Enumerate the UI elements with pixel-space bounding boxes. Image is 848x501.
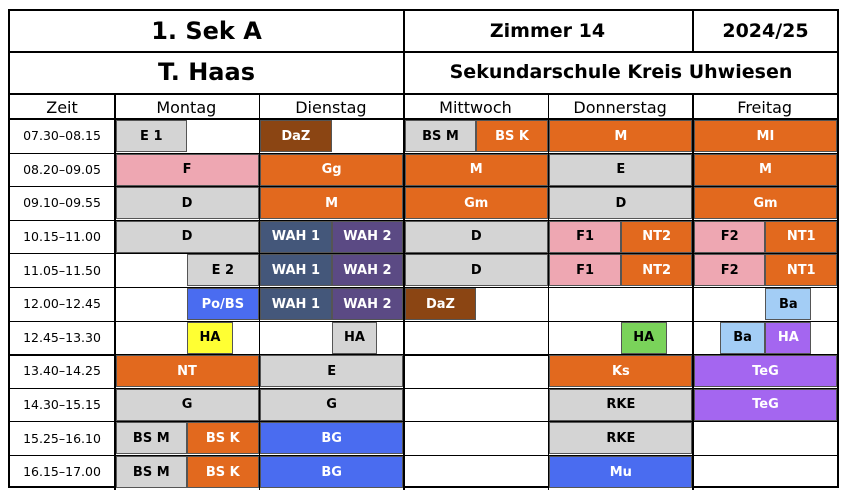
school-name: Sekundarschule Kreis Uhwiesen — [449, 61, 793, 83]
lesson-block[interactable]: BS K — [187, 456, 259, 488]
lesson-block[interactable]: E 1 — [116, 120, 188, 152]
lesson-block[interactable]: Po/BS — [187, 288, 259, 320]
lesson-block[interactable]: WAH 1 — [260, 221, 332, 253]
lesson-block[interactable]: TeG — [694, 389, 837, 421]
lesson-block[interactable]: MI — [694, 120, 837, 152]
day-header: Donnerstag — [573, 97, 667, 117]
lesson-block[interactable]: Ba — [765, 288, 811, 320]
grid-line — [10, 51, 837, 53]
lesson-block[interactable]: NT2 — [621, 254, 693, 286]
lesson-block[interactable]: E — [260, 355, 403, 387]
lesson-block[interactable]: G — [116, 389, 259, 421]
lesson-block[interactable]: BG — [260, 422, 403, 454]
lesson-block[interactable]: NT — [116, 355, 259, 387]
lesson-block[interactable]: M — [260, 187, 403, 219]
lesson-block[interactable]: Mu — [549, 456, 692, 488]
lesson-block[interactable]: BS K — [187, 422, 259, 454]
day-header: Mittwoch — [439, 97, 512, 117]
lesson-block[interactable]: BG — [260, 456, 403, 488]
lesson-block[interactable]: G — [260, 389, 403, 421]
lesson-block[interactable]: WAH 2 — [332, 288, 404, 320]
lesson-block[interactable]: D — [116, 187, 259, 219]
lesson-block[interactable]: HA — [621, 322, 667, 354]
lesson-block[interactable]: F1 — [549, 221, 621, 253]
lesson-block[interactable]: M — [405, 154, 548, 186]
lesson-block[interactable]: F1 — [549, 254, 621, 286]
time-slot: 12.00–12.45 — [23, 296, 101, 312]
time-slot: 09.10–09.55 — [23, 195, 101, 211]
day-header: Freitag — [737, 97, 793, 117]
lesson-block[interactable]: M — [549, 120, 692, 152]
lesson-block[interactable]: BS M — [405, 120, 477, 152]
lesson-block[interactable]: F2 — [694, 221, 766, 253]
lesson-block[interactable]: Gg — [260, 154, 403, 186]
lesson-block[interactable]: D — [549, 187, 692, 219]
class-name: 1. Sek A — [151, 17, 262, 45]
lesson-block[interactable]: F2 — [694, 254, 766, 286]
lesson-block[interactable]: D — [116, 221, 259, 253]
time-slot: 11.05–11.50 — [23, 262, 101, 278]
lesson-block[interactable]: WAH 2 — [332, 254, 404, 286]
lesson-block[interactable]: HA — [332, 322, 378, 354]
time-slot: 07.30–08.15 — [23, 128, 101, 144]
lesson-block[interactable]: Ks — [549, 355, 692, 387]
time-slot: 12.45–13.30 — [23, 329, 101, 345]
lesson-block[interactable]: WAH 1 — [260, 254, 332, 286]
grid-line — [692, 11, 694, 51]
lesson-block[interactable]: DaZ — [260, 120, 332, 152]
time-slot: 13.40–14.25 — [23, 363, 101, 379]
lesson-block[interactable]: HA — [765, 322, 811, 354]
lesson-block[interactable]: BS M — [116, 456, 188, 488]
lesson-block[interactable]: WAH 1 — [260, 288, 332, 320]
time-slot: 10.15–11.00 — [23, 229, 101, 245]
lesson-block[interactable]: DaZ — [405, 288, 477, 320]
lesson-block[interactable]: M — [694, 154, 837, 186]
time-slot: 15.25–16.10 — [23, 430, 101, 446]
day-header: Dienstag — [295, 97, 367, 117]
lesson-block[interactable]: BS K — [476, 120, 548, 152]
school-year: 2024/25 — [722, 20, 809, 42]
lesson-block[interactable]: WAH 2 — [332, 221, 404, 253]
lesson-block[interactable]: BS M — [116, 422, 188, 454]
lesson-block[interactable]: NT2 — [621, 221, 693, 253]
room-label: Zimmer 14 — [489, 20, 606, 42]
day-header: Zeit — [46, 97, 78, 117]
lesson-block[interactable]: RKE — [549, 422, 692, 454]
lesson-block[interactable]: D — [405, 221, 548, 253]
timetable — [8, 9, 839, 488]
lesson-block[interactable]: Gm — [694, 187, 837, 219]
lesson-block[interactable]: Gm — [405, 187, 548, 219]
lesson-block[interactable]: E 2 — [187, 254, 259, 286]
lesson-block[interactable]: RKE — [549, 389, 692, 421]
time-slot: 08.20–09.05 — [23, 161, 101, 177]
lesson-block[interactable]: F — [116, 154, 259, 186]
time-slot: 16.15–17.00 — [23, 464, 101, 480]
grid-line — [10, 321, 837, 322]
lesson-block[interactable]: E — [549, 154, 692, 186]
lesson-block[interactable]: Ba — [720, 322, 766, 354]
day-header: Montag — [156, 97, 217, 117]
lesson-block[interactable]: HA — [187, 322, 233, 354]
lesson-block[interactable]: NT1 — [765, 221, 837, 253]
teacher-name: T. Haas — [158, 58, 255, 86]
lesson-block[interactable]: NT1 — [765, 254, 837, 286]
lesson-block[interactable]: TeG — [694, 355, 837, 387]
lesson-block[interactable]: D — [405, 254, 548, 286]
grid-line — [403, 11, 405, 95]
time-slot: 14.30–15.15 — [23, 397, 101, 413]
